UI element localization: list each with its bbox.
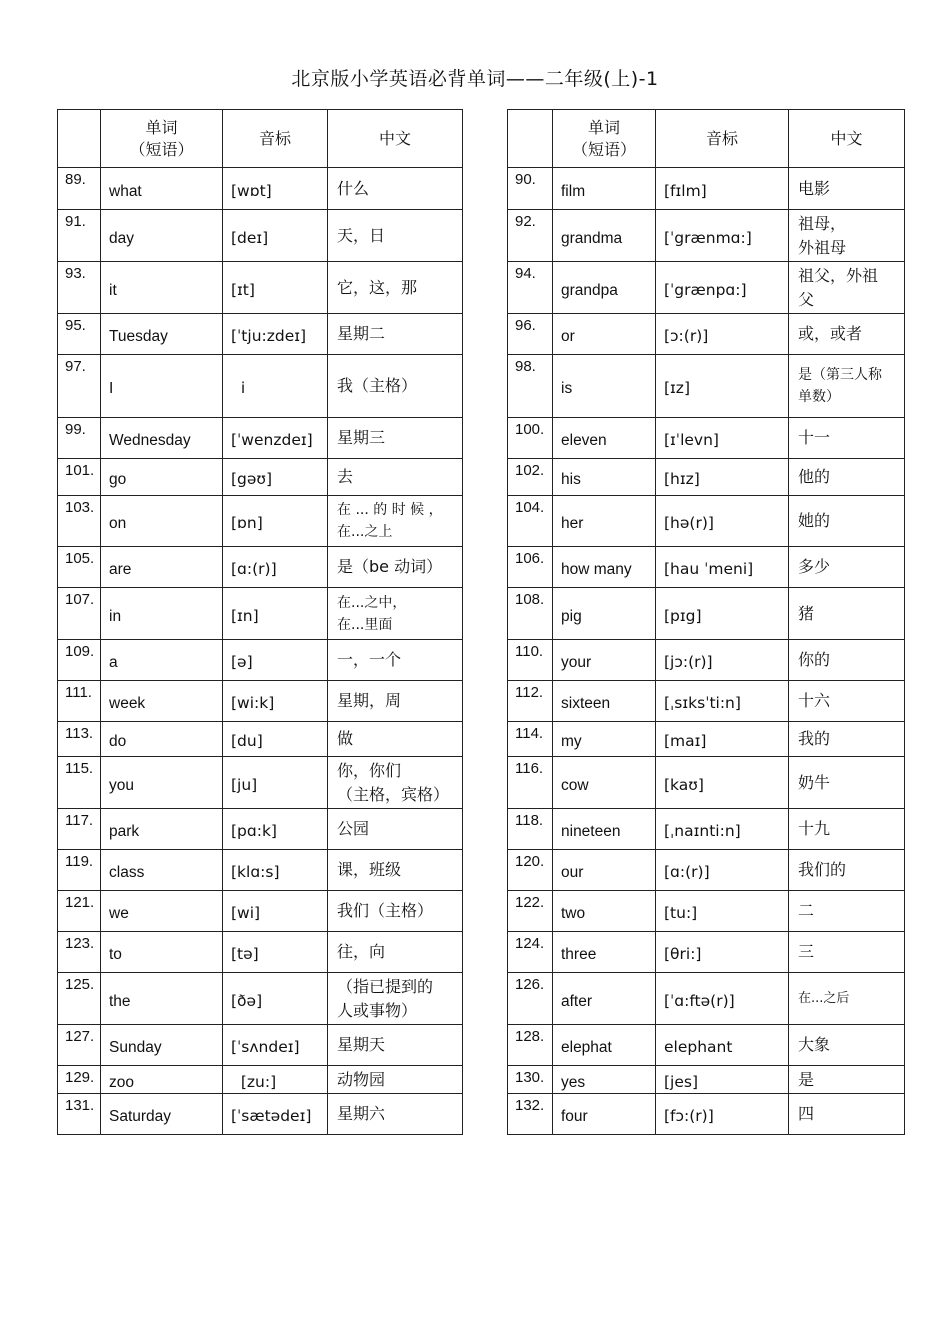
chinese-meaning: 我的 <box>789 722 905 757</box>
chinese-meaning: 或，或者 <box>789 314 905 355</box>
phonetic-transcription: i <box>223 355 328 418</box>
chinese-meaning: 十一 <box>789 418 905 459</box>
phonetic-transcription: [zu:] <box>223 1066 328 1094</box>
table-row <box>58 588 463 640</box>
row-number: 107. <box>58 588 101 640</box>
table-row <box>508 262 905 314</box>
table-row <box>508 809 905 850</box>
english-word: zoo <box>101 1066 223 1094</box>
phonetic-transcription: [ɑ:(r)] <box>656 850 789 891</box>
phonetic-transcription: [ðə] <box>223 973 328 1025</box>
row-number: 132. <box>508 1094 553 1135</box>
phonetic-transcription: [kaʊ] <box>656 757 789 809</box>
english-word: the <box>101 973 223 1025</box>
chinese-meaning: 在...之中， 在...里面 <box>328 588 463 640</box>
row-number: 109. <box>58 640 101 681</box>
row-number: 99. <box>58 418 101 459</box>
table-row <box>58 314 463 355</box>
english-word: class <box>101 850 223 891</box>
english-word: are <box>101 547 223 588</box>
table-row <box>508 496 905 547</box>
phonetic-transcription: [ɑ:(r)] <box>223 547 328 588</box>
table-row <box>58 262 463 314</box>
page-title: 北京版小学英语必背单词——二年级(上)-1 <box>291 68 659 90</box>
english-word: nineteen <box>553 809 656 850</box>
row-number: 90. <box>508 168 553 210</box>
table-row <box>58 640 463 681</box>
table-row <box>58 418 463 459</box>
row-number: 121. <box>58 891 101 932</box>
english-word: Tuesday <box>101 314 223 355</box>
english-word: how many <box>553 547 656 588</box>
chinese-meaning: 在 ... 的 时 候 ， 在...之上 <box>328 496 463 547</box>
english-word: his <box>553 459 656 496</box>
table-row <box>508 1066 905 1094</box>
vocab-table-right <box>507 109 905 1135</box>
english-word: pig <box>553 588 656 640</box>
row-number: 119. <box>58 850 101 891</box>
phonetic-transcription: [gəʊ] <box>223 459 328 496</box>
row-number: 110. <box>508 640 553 681</box>
table-row <box>58 891 463 932</box>
phonetic-transcription: [ju] <box>223 757 328 809</box>
row-number: 94. <box>508 262 553 314</box>
english-word: yes <box>553 1066 656 1094</box>
row-number: 131. <box>58 1094 101 1135</box>
phonetic-transcription: [ˈgrænmɑ:] <box>656 210 789 262</box>
chinese-meaning: 我们（主格） <box>328 891 463 932</box>
row-number: 115. <box>58 757 101 809</box>
table-row <box>508 932 905 973</box>
phonetic-transcription: [fɔ:(r)] <box>656 1094 789 1135</box>
english-word: in <box>101 588 223 640</box>
phonetic-transcription: [jes] <box>656 1066 789 1094</box>
table-row <box>58 168 463 210</box>
english-word: eleven <box>553 418 656 459</box>
phonetic-transcription: [deɪ] <box>223 210 328 262</box>
header-num <box>58 110 101 168</box>
english-word: after <box>553 973 656 1025</box>
table-row <box>508 1094 905 1135</box>
header-cn: 中文 <box>789 110 905 168</box>
phonetic-transcription: [ɪz] <box>656 355 789 418</box>
row-number: 112. <box>508 681 553 722</box>
chinese-meaning: 我们的 <box>789 850 905 891</box>
chinese-meaning: 做 <box>328 722 463 757</box>
english-word: Wednesday <box>101 418 223 459</box>
table-row <box>58 850 463 891</box>
row-number: 130. <box>508 1066 553 1094</box>
phonetic-transcription: [wi] <box>223 891 328 932</box>
english-word: you <box>101 757 223 809</box>
english-word: sixteen <box>553 681 656 722</box>
phonetic-transcription: [hau ˈmeni] <box>656 547 789 588</box>
header-row <box>58 110 463 168</box>
phonetic-transcription: [ˈgrænpɑ:] <box>656 262 789 314</box>
english-word: a <box>101 640 223 681</box>
table-row <box>58 355 463 418</box>
vocab-table-left <box>57 109 463 1135</box>
phonetic-transcription: [ɒn] <box>223 496 328 547</box>
header-word: 单词 （短语） <box>101 110 223 168</box>
chinese-meaning: 是（be 动词） <box>328 547 463 588</box>
row-number: 103. <box>58 496 101 547</box>
table-row <box>508 210 905 262</box>
phonetic-transcription: [ɔ:(r)] <box>656 314 789 355</box>
table-row <box>58 459 463 496</box>
chinese-meaning: 在...之后 <box>789 973 905 1025</box>
english-word: our <box>553 850 656 891</box>
english-word: I <box>101 355 223 418</box>
english-word: park <box>101 809 223 850</box>
row-number: 91. <box>58 210 101 262</box>
english-word: or <box>553 314 656 355</box>
chinese-meaning: 往，向 <box>328 932 463 973</box>
row-number: 89. <box>58 168 101 210</box>
table-row <box>508 459 905 496</box>
phonetic-transcription: [maɪ] <box>656 722 789 757</box>
phonetic-transcription: [tu:] <box>656 891 789 932</box>
english-word: grandpa <box>553 262 656 314</box>
chinese-meaning: 祖父，外祖 父 <box>789 262 905 314</box>
row-number: 98. <box>508 355 553 418</box>
english-word: cow <box>553 757 656 809</box>
phonetic-transcription: [ˈsætədeɪ] <box>223 1094 328 1135</box>
chinese-meaning: 他的 <box>789 459 905 496</box>
english-word: four <box>553 1094 656 1135</box>
english-word: three <box>553 932 656 973</box>
row-number: 108. <box>508 588 553 640</box>
table-row <box>508 1025 905 1066</box>
header-word: 单词 （短语） <box>553 110 656 168</box>
chinese-meaning: 它，这，那 <box>328 262 463 314</box>
english-word: day <box>101 210 223 262</box>
phonetic-transcription: elephant <box>656 1025 789 1066</box>
row-number: 113. <box>58 722 101 757</box>
chinese-meaning: 什么 <box>328 168 463 210</box>
english-word: we <box>101 891 223 932</box>
chinese-meaning: 一，一个 <box>328 640 463 681</box>
row-number: 95. <box>58 314 101 355</box>
english-word: on <box>101 496 223 547</box>
table-row <box>508 314 905 355</box>
phonetic-transcription: [ˌsɪksˈti:n] <box>656 681 789 722</box>
table-row <box>58 973 463 1025</box>
table-row <box>508 168 905 210</box>
chinese-meaning: 你的 <box>789 640 905 681</box>
table-row <box>508 850 905 891</box>
english-word: my <box>553 722 656 757</box>
phonetic-transcription: [ˈwenzdeɪ] <box>223 418 328 459</box>
table-row <box>58 722 463 757</box>
chinese-meaning: 是 <box>789 1066 905 1094</box>
chinese-meaning: 是（第三人称 单数） <box>789 355 905 418</box>
row-number: 123. <box>58 932 101 973</box>
english-word: it <box>101 262 223 314</box>
chinese-meaning: 星期二 <box>328 314 463 355</box>
chinese-meaning: 星期六 <box>328 1094 463 1135</box>
english-word: two <box>553 891 656 932</box>
row-number: 106. <box>508 547 553 588</box>
phonetic-transcription: [hɪz] <box>656 459 789 496</box>
table-row <box>58 681 463 722</box>
table-row <box>58 809 463 850</box>
chinese-meaning: 动物园 <box>328 1066 463 1094</box>
row-number: 97. <box>58 355 101 418</box>
table-row <box>58 932 463 973</box>
table-row <box>508 355 905 418</box>
english-word: to <box>101 932 223 973</box>
phonetic-transcription: [fɪlm] <box>656 168 789 210</box>
english-word: your <box>553 640 656 681</box>
phonetic-transcription: [ˈtju:zdeɪ] <box>223 314 328 355</box>
header-ipa: 音标 <box>223 110 328 168</box>
header-ipa: 音标 <box>656 110 789 168</box>
english-word: her <box>553 496 656 547</box>
phonetic-transcription: [θri:] <box>656 932 789 973</box>
row-number: 127. <box>58 1025 101 1066</box>
phonetic-transcription: [ˈsʌndeɪ] <box>223 1025 328 1066</box>
phonetic-transcription: [ə] <box>223 640 328 681</box>
chinese-meaning: 四 <box>789 1094 905 1135</box>
phonetic-transcription: [ˌnaɪnti:n] <box>656 809 789 850</box>
chinese-meaning: 我（主格） <box>328 355 463 418</box>
table-row <box>508 640 905 681</box>
chinese-meaning: 二 <box>789 891 905 932</box>
table-row <box>58 547 463 588</box>
phonetic-transcription: [klɑ:s] <box>223 850 328 891</box>
table-row <box>508 722 905 757</box>
row-number: 126. <box>508 973 553 1025</box>
chinese-meaning: 去 <box>328 459 463 496</box>
phonetic-transcription: [ɪˈlevn] <box>656 418 789 459</box>
phonetic-transcription: [wi:k] <box>223 681 328 722</box>
table-row <box>508 418 905 459</box>
english-word: film <box>553 168 656 210</box>
table-row <box>58 496 463 547</box>
header-cn: 中文 <box>328 110 463 168</box>
english-word: go <box>101 459 223 496</box>
chinese-meaning: 猪 <box>789 588 905 640</box>
table-row <box>58 1025 463 1066</box>
chinese-meaning: 星期，周 <box>328 681 463 722</box>
english-word: what <box>101 168 223 210</box>
chinese-meaning: 大象 <box>789 1025 905 1066</box>
row-number: 114. <box>508 722 553 757</box>
header-num <box>508 110 553 168</box>
row-number: 104. <box>508 496 553 547</box>
english-word: is <box>553 355 656 418</box>
english-word: elephat <box>553 1025 656 1066</box>
phonetic-transcription: [wɒt] <box>223 168 328 210</box>
table-row <box>58 757 463 809</box>
row-number: 120. <box>508 850 553 891</box>
phonetic-transcription: [du] <box>223 722 328 757</box>
row-number: 111. <box>58 681 101 722</box>
english-word: Sunday <box>101 1025 223 1066</box>
row-number: 105. <box>58 547 101 588</box>
table-row <box>508 681 905 722</box>
row-number: 129. <box>58 1066 101 1094</box>
row-number: 117. <box>58 809 101 850</box>
table-row <box>508 891 905 932</box>
english-word: week <box>101 681 223 722</box>
row-number: 118. <box>508 809 553 850</box>
table-row <box>508 588 905 640</box>
row-number: 124. <box>508 932 553 973</box>
chinese-meaning: （指已提到的 人或事物） <box>328 973 463 1025</box>
phonetic-transcription: [pɪg] <box>656 588 789 640</box>
table-row <box>508 973 905 1025</box>
chinese-meaning: 电影 <box>789 168 905 210</box>
row-number: 102. <box>508 459 553 496</box>
table-row <box>58 210 463 262</box>
chinese-meaning: 十九 <box>789 809 905 850</box>
english-word: Saturday <box>101 1094 223 1135</box>
chinese-meaning: 她的 <box>789 496 905 547</box>
row-number: 100. <box>508 418 553 459</box>
chinese-meaning: 十六 <box>789 681 905 722</box>
row-number: 116. <box>508 757 553 809</box>
header-row <box>508 110 905 168</box>
chinese-meaning: 课，班级 <box>328 850 463 891</box>
chinese-meaning: 三 <box>789 932 905 973</box>
phonetic-transcription: [jɔ:(r)] <box>656 640 789 681</box>
chinese-meaning: 奶牛 <box>789 757 905 809</box>
phonetic-transcription: [ˈɑ:ftə(r)] <box>656 973 789 1025</box>
chinese-meaning: 你，你们 （主格，宾格） <box>328 757 463 809</box>
chinese-meaning: 星期三 <box>328 418 463 459</box>
phonetic-transcription: [tə] <box>223 932 328 973</box>
chinese-meaning: 公园 <box>328 809 463 850</box>
chinese-meaning: 多少 <box>789 547 905 588</box>
row-number: 101. <box>58 459 101 496</box>
phonetic-transcription: [ɪn] <box>223 588 328 640</box>
table-row <box>508 547 905 588</box>
chinese-meaning: 天，日 <box>328 210 463 262</box>
table-row <box>508 757 905 809</box>
english-word: grandma <box>553 210 656 262</box>
row-number: 128. <box>508 1025 553 1066</box>
row-number: 93. <box>58 262 101 314</box>
table-row <box>58 1066 463 1094</box>
phonetic-transcription: [ɪt] <box>223 262 328 314</box>
chinese-meaning: 祖母， 外祖母 <box>789 210 905 262</box>
table-row <box>58 1094 463 1135</box>
row-number: 92. <box>508 210 553 262</box>
english-word: do <box>101 722 223 757</box>
row-number: 125. <box>58 973 101 1025</box>
chinese-meaning: 星期天 <box>328 1025 463 1066</box>
phonetic-transcription: [hə(r)] <box>656 496 789 547</box>
phonetic-transcription: [pɑ:k] <box>223 809 328 850</box>
row-number: 122. <box>508 891 553 932</box>
row-number: 96. <box>508 314 553 355</box>
